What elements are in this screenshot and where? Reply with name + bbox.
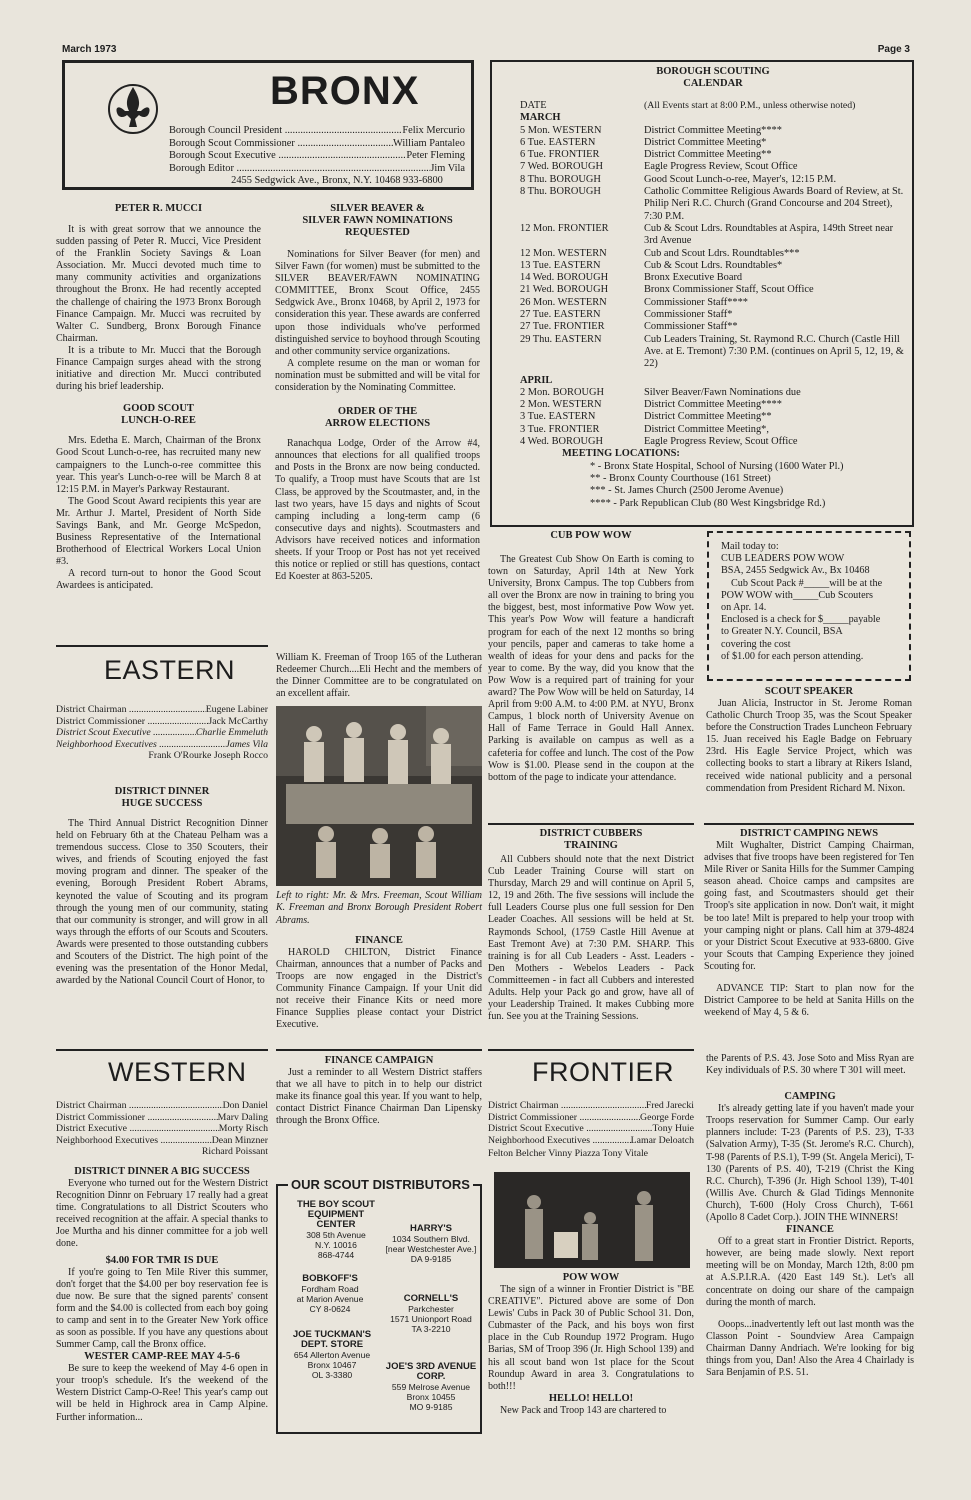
speaker-p1: Juan Alicia, Instructor in St. Jerome Roman Catholic Church Troop 35, was the Scout Speaker before the Construction Trades Luncheon February 15. Juan received his Eagle Badge on February 23rd. His Eagle Service Project, which was collecting books to start a library at Rikers Island, received wide national publicity and a personal commendation from President Richard M. Nixon.: [706, 698, 912, 794]
coupon-line: Cub Scout Pack #_____will be at the: [731, 577, 883, 589]
calendar-event: [520, 309, 906, 321]
western-section: [56, 1049, 268, 1424]
ddinner-title: DISTRICT DINNER HUGE SUCCESS: [114, 785, 210, 809]
bronx-masthead: [62, 60, 474, 190]
officer-row: Borough Council President ..... Felix Mercurio: [169, 125, 465, 138]
meeting-location: **** - Park Republican Club (80 West Kingsbridge Rd.): [590, 497, 826, 509]
calendar-event: [520, 424, 906, 436]
event-date: 5 Mon. WESTERN: [520, 124, 602, 136]
officer-row: Borough Editor ..... Jim Vila: [169, 163, 465, 176]
frontier-col2: [706, 1053, 914, 1379]
calendar-event: [520, 248, 906, 260]
officer-row: District Scout Executive ..... Charlie Emmeluth: [56, 727, 268, 739]
event-date: 8 Thu. BOROUGH: [520, 173, 601, 185]
calendar-box: [490, 60, 914, 527]
cubpowwow-article: [488, 530, 694, 784]
silver-title: SILVER BEAVER & SILVER FAWN NOMINATIONS REQUESTED: [302, 203, 453, 238]
event-date: 13 Tue. EASTERN: [520, 259, 601, 271]
coupon-box[interactable]: [707, 531, 911, 681]
calendar-event: [520, 272, 906, 284]
coupon-line: Mail today to:: [721, 541, 779, 552]
finance-e-p1: HAROLD CHILTON, District Finance Chairman, announces that a number of Packs and Troops are now engaged in the District's Community Finance Campaign. If your Unit did not receive their Finance Kits or need more Finance Supplies please contact your District Executive.: [276, 946, 482, 1031]
wcampree-p1: Be sure to keep the weekend of May 4-6 open in your troop's schedule. It's the weekend of the Western District Camp-O-Ree! This year's camp out will be held in Highrock area in Camp Alpine. Further information...: [56, 1363, 268, 1423]
coupon-line: on Apr. 14.: [721, 602, 767, 614]
event-date: 12 Mon. WESTERN: [520, 247, 607, 259]
event-desc: District Committee Meeting*: [644, 136, 767, 148]
officer-row: District Commissioner ..... Marv Daling: [56, 1112, 268, 1124]
fpowwow-hello: HELLO! HELLO!: [548, 1392, 634, 1404]
calendar-event: [520, 137, 906, 149]
event-date: 27 Tue. EASTERN: [520, 309, 601, 321]
event-desc: Cub & Scout Ldrs. Roundtables at Aspira, 149th Street near 3rd Avenue: [644, 222, 894, 247]
arrow-title: ORDER OF THE ARROW ELECTIONS: [324, 406, 431, 430]
officer-row: Borough Scout Commissioner ..... William Pantaleo: [169, 138, 465, 151]
header-page: Page 3: [877, 44, 910, 55]
ddinner-p1: The Third Annual District Recognition Dinner held on February 6th at the Chateau Pelham was a tremendous success. Close to 350 Scouters, their wives, and friends of Scouting enjoyed the fast moving program and dinner. The speaker of the evening, Borough President Robert Abrams, keynoted the value of Scouting and its program through the young men of our community, stating that our community is stronger, and will grow in all ways through the efforts of our Scouts and Scouters. Awards were presented to those outstanding cubbers and Scouters of the District. The high point of the evening was the presentation of the Honor Medal, awarded by the National Council Court of Honor, to: [56, 817, 268, 987]
mucci-p1: It is with great sorrow that we announce the sudden passing of Peter R. Mucci, Vice President of the Franklin Society Savings & Loan Association. Mr. Mucci devoted much time to many community activities and organizations throughout the Bronx. He had recently accepted the challenge of chairing the 1973 Bronx Borough Finance Campaign. Mr. Mucci was recruited by Walter C. Sundberg, Bronx Borough Finance Chairman.: [56, 224, 261, 344]
camping-news-article: [704, 823, 914, 1019]
event-desc: Eagle Progress Review, Scout Office: [644, 161, 798, 173]
coupon-line: BSA, 2455 Sedgwick Av., Bx 10468: [721, 565, 870, 577]
western-extra: Richard Poissant: [201, 1146, 268, 1158]
goodscout-title: GOOD SCOUT LUNCH-O-REE: [121, 403, 196, 427]
calendar-event: [520, 334, 906, 371]
march-label: MARCH: [520, 112, 561, 124]
event-date: 3 Tue. EASTERN: [520, 411, 596, 423]
wdinner-p1: Everyone who turned out for the Western District Recognition Dinnr on February 17 really had a great time. Congratulations to all District Scouters who received recognition at the affair. A special thanks to Joe Murtha and his dinner committee for a job well done.: [56, 1177, 268, 1250]
calendar-event: [520, 223, 906, 248]
header-date: March 1973: [62, 44, 117, 55]
dinner-photo: [276, 706, 482, 886]
calendar-list: [520, 100, 906, 510]
event-desc: Commissioner Staff****: [644, 296, 749, 308]
officer-row: District Chairman ..... Don Daniel: [56, 1100, 268, 1112]
bronx-title: BRONX: [270, 69, 420, 113]
eastern-title: EASTERN: [104, 655, 236, 685]
coupon-line: covering the cost: [721, 638, 791, 650]
calendar-event: [520, 411, 906, 423]
event-date: 2 Mon. BOROUGH: [520, 386, 604, 398]
fpowwow-p1: The sign of a winner in Frontier District is "BE CREATIVE". Pictured above are some of Don Lewis' Cubs in Pack 30 of Public School 31. Don, Cubmaster of the Pack, and his boys won first place in the Cub Roundup 1972 Program. Hugo Barias, SM of Troop 396 (Jr. High School 139) and his all scout band won 1st place for the Scout Roundup Award in area 3. Congratulations to both!!!: [488, 1283, 694, 1392]
mucci-p2: It is a tribute to Mr. Mucci that the Borough Finance Campaign surges ahead with the strong initiative and direction Mr. Mucci contributed during his brief leadership.: [56, 344, 261, 393]
officer-row: District Scout Executive ..... Tony Huie: [488, 1123, 694, 1135]
goodscout-p1: Mrs. Edetha E. March, Chairman of the Bronx Good Scout Lunch-o-ree, has recruited many new campaigners to the Lunch-o-ree committee this year. This year's Lunch-o-ree will be March 8 at 12:15 P.M. in Mayer's Parkway Restaurant.: [56, 435, 261, 495]
coupon-line: POW WOW with_____Cub Scouters: [721, 589, 873, 601]
coupon-line: CUB LEADERS POW WOW: [721, 553, 845, 565]
distributor-item: THE BOY SCOUT EQUIPMENT CENTER 308 5th Avenue N.Y. 10016 868-4744: [297, 1199, 375, 1260]
officer-row: Neighborhood Executives ..... James Vila: [56, 739, 268, 751]
distributor-item: JOE'S 3RD AVENUE CORP. 559 Melrose Avenue Bronx 10455 MO 9-9185: [385, 1361, 477, 1412]
distributor-item: HARRY'S 1034 Southern Blvd. [near Westchester Ave.] DA 9-9185: [385, 1223, 477, 1264]
frontier-title: FRONTIER: [532, 1057, 674, 1087]
event-desc: District Committee Meeting**: [644, 411, 772, 423]
event-date: 2 Mon. WESTERN: [520, 399, 602, 411]
calendar-note: (All Events start at 8:00 P.M., unless otherwise noted): [644, 100, 856, 111]
eastern-extra: Frank O'Rourke Joseph Rocco: [148, 750, 268, 762]
calendar-event: [520, 321, 906, 333]
calendar-event: [520, 297, 906, 309]
coupon-line: of $1.00 for each person attending.: [721, 650, 864, 662]
freeman-text: William K. Freeman of Troop 165 of the Lutheran Redeemer Church....Eli Hecht and the members of the Dinner Committee are to be congratulated on an excellent affair.: [276, 652, 482, 700]
page-header: [62, 44, 910, 55]
fleur-de-lis-icon: [107, 81, 159, 137]
event-date: 21 Wed. BOROUGH: [520, 284, 609, 296]
event-date: 6 Tue. EASTERN: [520, 136, 596, 148]
calendar-event: [520, 174, 906, 186]
camping-news-title: DISTRICT CAMPING NEWS: [739, 828, 879, 839]
event-date: 7 Wed. BOROUGH: [520, 161, 603, 173]
frontier-officers: [488, 1100, 694, 1160]
event-desc: Eagle Progress Review, Scout Office: [644, 436, 798, 448]
event-desc: Silver Beaver/Fawn Nominations due: [644, 386, 801, 398]
calendar-event: [520, 161, 906, 173]
officer-row: District Chairman ..... Fred Jarecki: [488, 1100, 694, 1112]
frontier-section: [488, 1049, 694, 1417]
eastern-section: [56, 645, 268, 987]
speaker-article: [706, 686, 912, 795]
calendar-event: [520, 284, 906, 296]
calendar-event: [520, 260, 906, 272]
mucci-article: [56, 203, 261, 593]
photo-caption: Left to right: Mr. & Mrs. Freeman, Scout William K. Freeman and Bronx Borough President Robert Abrams.: [276, 890, 482, 926]
officer-row: District Chairman ..... Eugene Labiner: [56, 704, 268, 716]
event-date: 3 Tue. FRONTIER: [520, 423, 600, 435]
ffinance-title: FINANCE: [786, 1224, 834, 1236]
cubbers-article: [488, 823, 694, 1023]
wfinance-p1: Just a reminder to all Western District staffers that we all have to pitch in to help our district make its finance goal this year. If you want to help, contact District Finance Chairman Dan Lipensky through the Bronx Office.: [276, 1067, 482, 1127]
event-date: 14 Wed. BOROUGH: [520, 272, 609, 284]
event-desc: Catholic Committee Religious Awards Board of Review, at St. Philip Neri R.C. Church (Grand Concourse and 204 Street), 7:30 P.M.: [644, 186, 904, 222]
tmr-title: $4.00 FOR TMR IS DUE: [105, 1254, 219, 1266]
wcampree-title: WESTER CAMP-REE MAY 4-5-6: [84, 1351, 240, 1363]
powwow-photo: [494, 1172, 690, 1268]
calendar-event: [520, 186, 906, 223]
event-desc: Commissioner Staff*: [644, 309, 733, 321]
distributor-item: CORNELL'S Parkchester 1571 Unionport Road TA 3-2210: [390, 1293, 472, 1334]
event-date: 4 Wed. BOROUGH: [520, 436, 603, 448]
cubbers-p1: All Cubbers should note that the next District Cub Leader Training Course will start on Thursday, March 29 and will continue on April 5, 12, 19 and 26th. The five sessions will include the full Leaders Course plus one full session for Den Leader Coaches. All sessions will be held at St. Raymonds School, (1759 Castle Hill Avenue at East Tremont Ave) at 7:30 P.M. SHARP. This training is for all Cub Leaders - Asst. Leaders - Den Mothers - Webelos Leaders - Pack Committeemen - in fact all Cubbers and interested Adults. Help your Pack go and grow, have all of your Leadership Trained. It makes Cubbing more fun. See you at the Training Sessions.: [488, 854, 694, 1023]
officer-row: Borough Scout Executive ..... Peter Fleming: [169, 150, 465, 163]
event-date: 12 Mon. FRONTIER: [520, 222, 609, 234]
cubbers-title: DISTRICT CUBBERS TRAINING: [539, 828, 643, 851]
event-desc: District Committee Meeting*,: [644, 423, 769, 435]
locations-label: MEETING LOCATIONS:: [562, 448, 680, 460]
officer-row: District Commissioner ..... Jack McCarthy: [56, 716, 268, 728]
calendar-title: BOROUGH SCOUTING CALENDAR: [656, 66, 770, 89]
officer-row: District Commissioner ..... George Forde: [488, 1112, 694, 1124]
freeman-article: [276, 652, 482, 1031]
goodscout-p3: A record turn-out to honor the Good Scout Awardees is anticipated.: [56, 568, 261, 592]
distributors-box: [276, 1177, 482, 1434]
event-date: 6 Tue. FRONTIER: [520, 149, 600, 161]
event-date: 26 Mon. WESTERN: [520, 296, 607, 308]
distributor-item: JOE TUCKMAN'S DEPT. STORE 654 Allerton Avenue Bronx 10467 OL 3-3380: [292, 1329, 372, 1380]
tmr-p1: If you're going to Ten Mile River this summer, don't forget that the $4.00 per boy reservation fee is due now. Be sure that the signed parents' consent form and the $4.00 is collected from each boy going to camp and sent in to the Greater New York office as soon as possible. If you have any questions about Summer Camp, call the Bronx office.: [56, 1266, 268, 1351]
calendar-event: [520, 436, 906, 448]
western-col2: [276, 1049, 482, 1127]
mucci-title: PETER R. MUCCI: [114, 203, 203, 214]
event-date: 8 Thu. BOROUGH: [520, 186, 601, 198]
camping-news-p2: ADVANCE TIP: Start to plan now for the District Camporee to be held at Sanita Hills on the weekend of May 4, 5 & 6.: [704, 983, 914, 1019]
officer-row: District Executive ..... Morty Risch: [56, 1123, 268, 1135]
coupon-line: Enclosed is a check for $_____payable: [721, 614, 881, 626]
meeting-location: *** - St. James Church (2500 Jerome Avenue): [590, 485, 784, 497]
event-desc: District Committee Meeting****: [644, 124, 782, 136]
wfinance-title: FINANCE CAMPAIGN: [324, 1055, 434, 1066]
coupon-line: to Greater N.Y. Council, BSA: [721, 626, 843, 638]
goodscout-p2: The Good Scout Award recipients this year are Mr. Arthur J. Martel, President of North Side Savings Bank, and Mr. George McSpedon, Business Representative of the International Brotherhood of Electrical Workers Local Union #3.: [56, 495, 261, 568]
event-desc: District Committee Meeting****: [644, 399, 782, 411]
calendar-event: [520, 387, 906, 399]
silver-article: [275, 203, 480, 583]
silver-p1: Nominations for Silver Beaver (for men) and Silver Fawn (for women) must be submitted to the SILVER BEAVER/FAWN NOMINATING COMMITTEE, Bronx Scout Office, 2455 Sedgwick Ave., Bronx 10468, by April 2, 1973 for consideration this year. These awards are conferred upon those individuals who've performed distinguished service to boyhood through Scouting and other community service organizations.: [275, 249, 481, 357]
camping-title: CAMPING: [784, 1091, 836, 1103]
eastern-officers: [56, 704, 268, 762]
calendar-event: [520, 399, 906, 411]
western-title: WESTERN: [108, 1057, 247, 1087]
arrow-p1: Ranachqua Lodge, Order of the Arrow #4, announces that elections for all qualified troops and Posts in the Bronx are now being conducted. To qualify, a Troop must have Scouts that are 1st Class, be approved by the Scoutmaster, and, in the last two years, have 15 days and nights of Scout camping including a long-term camp (6 consecutive days and nights). Scoutmasters and Advisors have received notices and information sheets. If your Troop or Post has not yet received this notice or replied or still has questions, contact Ed Koester at 863-5205.: [275, 438, 480, 583]
silver-p2: A complete resume on the man or woman for nomination must be submitted and will be vital for consideration by the Nominating Committee.: [275, 357, 480, 394]
wdinner-title: DISTRICT DINNER A BIG SUCCESS: [74, 1165, 250, 1177]
event-desc: Commissioner Staff**: [644, 321, 738, 333]
camping-news-p1: Milt Wughalter, District Camping Chairman, advises that five troops have been registered for Ten Mile River or Sanita Hills for the Summer Camping season ahead. Choice camps and campsites are going fast, and Scoutmasters should get their Troop's site application in now. Don't wait, it might be too late! Milt is prepared to help your troop with your camping night or plans. Call him at 379-4824 or your District Scout Executive at 933-6800. Give your Scouts that Camping Experience they joined Scouting for.: [704, 840, 914, 972]
camping-text: It's already getting late if you haven't made your Troops reservation for Summer Camp. Our early planners include: T-23 (Parents of P.S. 23), T-33 (Salvation Army), T-35 (St. Jerome's R.C. Church), T-98 (Parents of P.S.1), T-99 (St. Angela Merici), T-130 (Parents of P.S. 40), T-219 (Christ the King R.C. Church), T-396 (Jr. High School 139), T-401 (Willis Ave. Church & Glad Tidings Mennonite Church), T-600 (Holy Cross Church), T-661 (Apollo 8 Cadet Corp.). JOIN THE WINNERS!: [706, 1103, 914, 1224]
event-date: 27 Tue. FRONTIER: [520, 321, 605, 333]
april-label: APRIL: [520, 374, 553, 386]
event-desc: Bronx Commissioner Staff, Scout Office: [644, 284, 814, 296]
event-desc: Cub and Scout Ldrs. Roundtables***: [644, 247, 800, 259]
date-label: DATE: [520, 100, 547, 111]
western-officers: [56, 1100, 268, 1158]
bronx-address: 2455 Sedgwick Ave., Bronx, N.Y. 10468 933-6800: [231, 175, 443, 186]
bronx-officers: [169, 125, 465, 188]
distributor-item: BOBKOFF'S Fordham Road at Marion Avenue CY 8-0624: [296, 1273, 364, 1314]
meeting-location: * - Bronx State Hospital, School of Nursing (1600 Water Pl.): [590, 460, 844, 472]
calendar-event: [520, 125, 906, 137]
meeting-location: ** - Bronx County Courthouse (161 Street): [590, 472, 771, 484]
fpowwow-title: POW WOW: [562, 1271, 620, 1283]
distributors-title: OUR SCOUT DISTRIBUTORS: [288, 1177, 473, 1192]
officer-row: Neighborhood Executives ..... Lamar Deloatch: [488, 1135, 694, 1147]
ffinance-text: Off to a great start in Frontier District. Reports, however, are being made slowly. Next report meeting will be on Monday, March 12th, 8:00 pm at A.S.P.I.R.A. (420 East 149 St.). Let's all concentrate on doing our share of the campaign during the month of march.: [706, 1236, 914, 1308]
frontier-extra: Felton Belcher Vinny Piazza Tony Vitale: [488, 1148, 649, 1160]
event-date: 29 Thu. EASTERN: [520, 333, 602, 345]
event-desc: Good Scout Lunch-o-ree, Mayer's, 12:15 P.M.: [644, 173, 837, 185]
officer-row: Neighborhood Executives ..... Dean Minzner: [56, 1135, 268, 1147]
cubpowwow-title: CUB POW WOW: [550, 530, 632, 541]
event-desc: Cub & Scout Ldrs. Roundtables*: [644, 259, 783, 271]
calendar-event: [520, 149, 906, 161]
event-desc: District Committee Meeting**: [644, 149, 772, 161]
fpowwow-p2: New Pack and Troop 143 are chartered to: [500, 1404, 667, 1416]
finance-e-title: FINANCE: [355, 934, 403, 946]
speaker-title: SCOUT SPEAKER: [764, 686, 854, 697]
fright-p0: the Parents of P.S. 43. Jose Soto and Miss Ryan are Key individuals of P.S. 30 where T 301 will meet.: [706, 1053, 914, 1077]
cubpowwow-p1: The Greatest Cub Show On Earth is coming to town on Saturday, April 14th at New York University, Bronx Campus. The top Cubbers from all over the Bronx are now in training to bring you the biggest, best, most informative Pow Wow yet. This year's Pow Wow will feature a handicraft program for each of the next 12 months so bring your pencils, paper and cameras to take home a wealth of ideas for your dens and packs for the year to come. By the way, did you know that the Pow Wow is a required part of training for your award? The Pow Wow will be held on Saturday, 14 April from 9:00 A.M. to 4:00 P.M. at NYU, Bronx Campus, 1 block north of University Avenue on Hall of Fame Terrace in Gould Hall Annex. Parking is available on campus as well as a cafeteria for coffee and lunch. The cost of the Pow Wow is $1.00. Please send in the coupon at the bottom of the page to indicate your attendance.: [488, 554, 694, 783]
event-desc: Bronx Executive Board: [644, 272, 743, 284]
oops-text: Ooops...inadvertently left out last month was the Classon Point - Soundview Area Campaign Chairman Danny Andriach. We're looking for big things from you, Dan! Also the Area 4 Chairlady is Sara Benjamin of P.S. 51.: [706, 1318, 914, 1379]
event-desc: Cub Leaders Training, St. Raymond R.C. Church (Castle Hill Ave. at E. Tremont) 7:30 P.M. (continues on April 5, 12, 19, & 22): [644, 333, 904, 370]
